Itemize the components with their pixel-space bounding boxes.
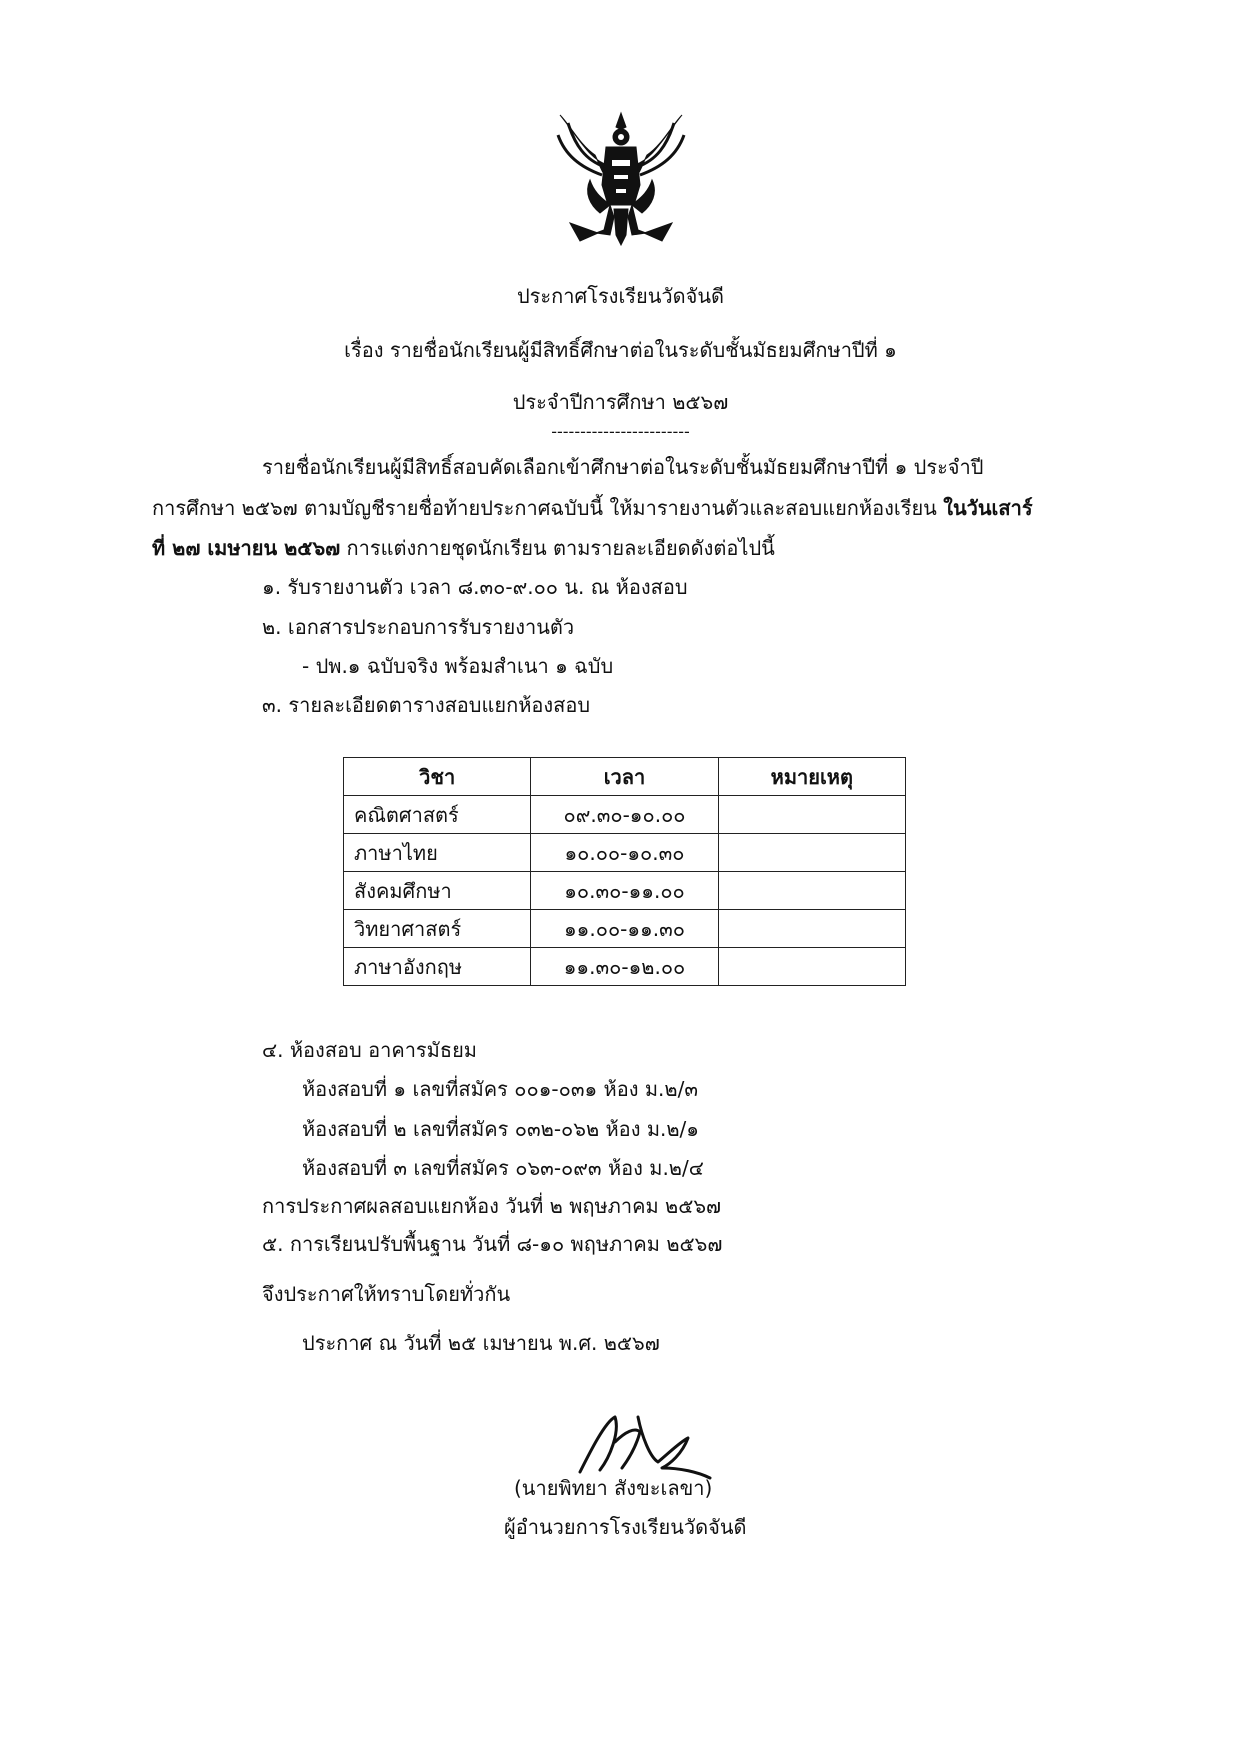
table-row [344,796,906,834]
note-cell [718,834,905,872]
intro-date: ที่ ๒๗ เมษายน ๒๕๖๗ [152,536,341,560]
intro-line-2 [152,494,1033,522]
intro-line-1: รายชื่อนักเรียนผู้มีสิทธิ์สอบคัดเลือกเข้าศึกษาต่อในระดับชั้นมัธยมศึกษาปีที่ ๑ ประจำปี [262,455,984,479]
note-cell [718,796,905,834]
item-5: ๕. การเรียนปรับพื้นฐาน วันที่ ๘-๑๐ พฤษภาคม ๒๕๖๗ [262,1232,723,1256]
time-cell: ๑๐.๓๐-๑๑.๐๐ [531,872,718,910]
signature-icon [570,1402,720,1482]
subject-cell: วิทยาศาสตร์ [344,910,531,948]
page-title: ประกาศโรงเรียนวัดจันดี [516,284,725,308]
table-row [344,948,906,986]
table-row [344,834,906,872]
subject-cell: คณิตศาสตร์ [344,796,531,834]
note-cell [718,872,905,910]
table-row [344,910,906,948]
room-1: ห้องสอบที่ ๑ เลขที่สมัคร ๐๐๑-๐๓๑ ห้อง ม.๒/๓ [302,1077,698,1101]
time-cell: ๐๙.๓๐-๑๐.๐๐ [531,796,718,834]
item-2: ๒. เอกสารประกอบการรับรายงานตัว [262,615,575,639]
header-note: หมายเหตุ [718,758,905,796]
garuda-emblem-icon [550,105,692,253]
table-row [344,872,906,910]
intro-line-2-text: การศึกษา ๒๕๖๗ ตามบัญชีรายชื่อท้ายประกาศฉบับนี้ ให้มารายงานตัวและสอบแยกห้องเรียน [152,496,937,520]
table-header-row [344,758,906,796]
time-cell: ๑๑.๐๐-๑๑.๓๐ [531,910,718,948]
signatory-position: ผู้อำนวยการโรงเรียนวัดจันดี [504,1515,747,1539]
item-1: ๑. รับรายงานตัว เวลา ๘.๓๐-๙.๐๐ น. ณ ห้องสอบ [262,575,688,599]
item-4: ๔. ห้องสอบ อาคารมัธยม [262,1038,477,1062]
signatory-name: (นายพิทยา สังขะเลขา) [514,1476,713,1500]
announcement-date: ประกาศ ณ วันที่ ๒๕ เมษายน พ.ศ. ๒๕๖๗ [302,1331,660,1355]
intro-line-3-text: การแต่งกายชุดนักเรียน ตามรายละเอียดดังต่อไปนี้ [346,536,775,560]
intro-line-3 [152,534,775,562]
subject-cell: ภาษาไทย [344,834,531,872]
note-cell [718,910,905,948]
room-3: ห้องสอบที่ ๓ เลขที่สมัคร ๐๖๓-๐๙๓ ห้อง ม.๒/๔ [302,1156,704,1180]
header-subject: วิชา [344,758,531,796]
result-announcement: การประกาศผลสอบแยกห้อง วันที่ ๒ พฤษภาคม ๒๕๖๗ [262,1194,722,1218]
academic-year: ประจำปีการศึกษา ๒๕๖๗ [512,390,729,414]
subject-line: เรื่อง รายชื่อนักเรียนผู้มีสิทธิ์ศึกษาต่อในระดับชั้นมัธยมศึกษาปีที่ ๑ [344,338,897,362]
exam-schedule-table [343,757,906,986]
subject-cell: ภาษาอังกฤษ [344,948,531,986]
time-cell: ๑๐.๐๐-๑๐.๓๐ [531,834,718,872]
time-cell: ๑๑.๓๐-๑๒.๐๐ [531,948,718,986]
header-divider: ------------------------ [551,422,690,441]
note-cell [718,948,905,986]
intro-date-day: ในวันเสาร์ [943,496,1033,520]
item-2-sub: - ปพ.๑ ฉบับจริง พร้อมสำเนา ๑ ฉบับ [302,654,614,678]
closing-notice: จึงประกาศให้ทราบโดยทั่วกัน [262,1282,511,1306]
item-3: ๓. รายละเอียดตารางสอบแยกห้องสอบ [262,693,591,717]
header-time: เวลา [531,758,718,796]
subject-cell: สังคมศึกษา [344,872,531,910]
room-2: ห้องสอบที่ ๒ เลขที่สมัคร ๐๓๒-๐๖๒ ห้อง ม.๒/๑ [302,1117,699,1141]
